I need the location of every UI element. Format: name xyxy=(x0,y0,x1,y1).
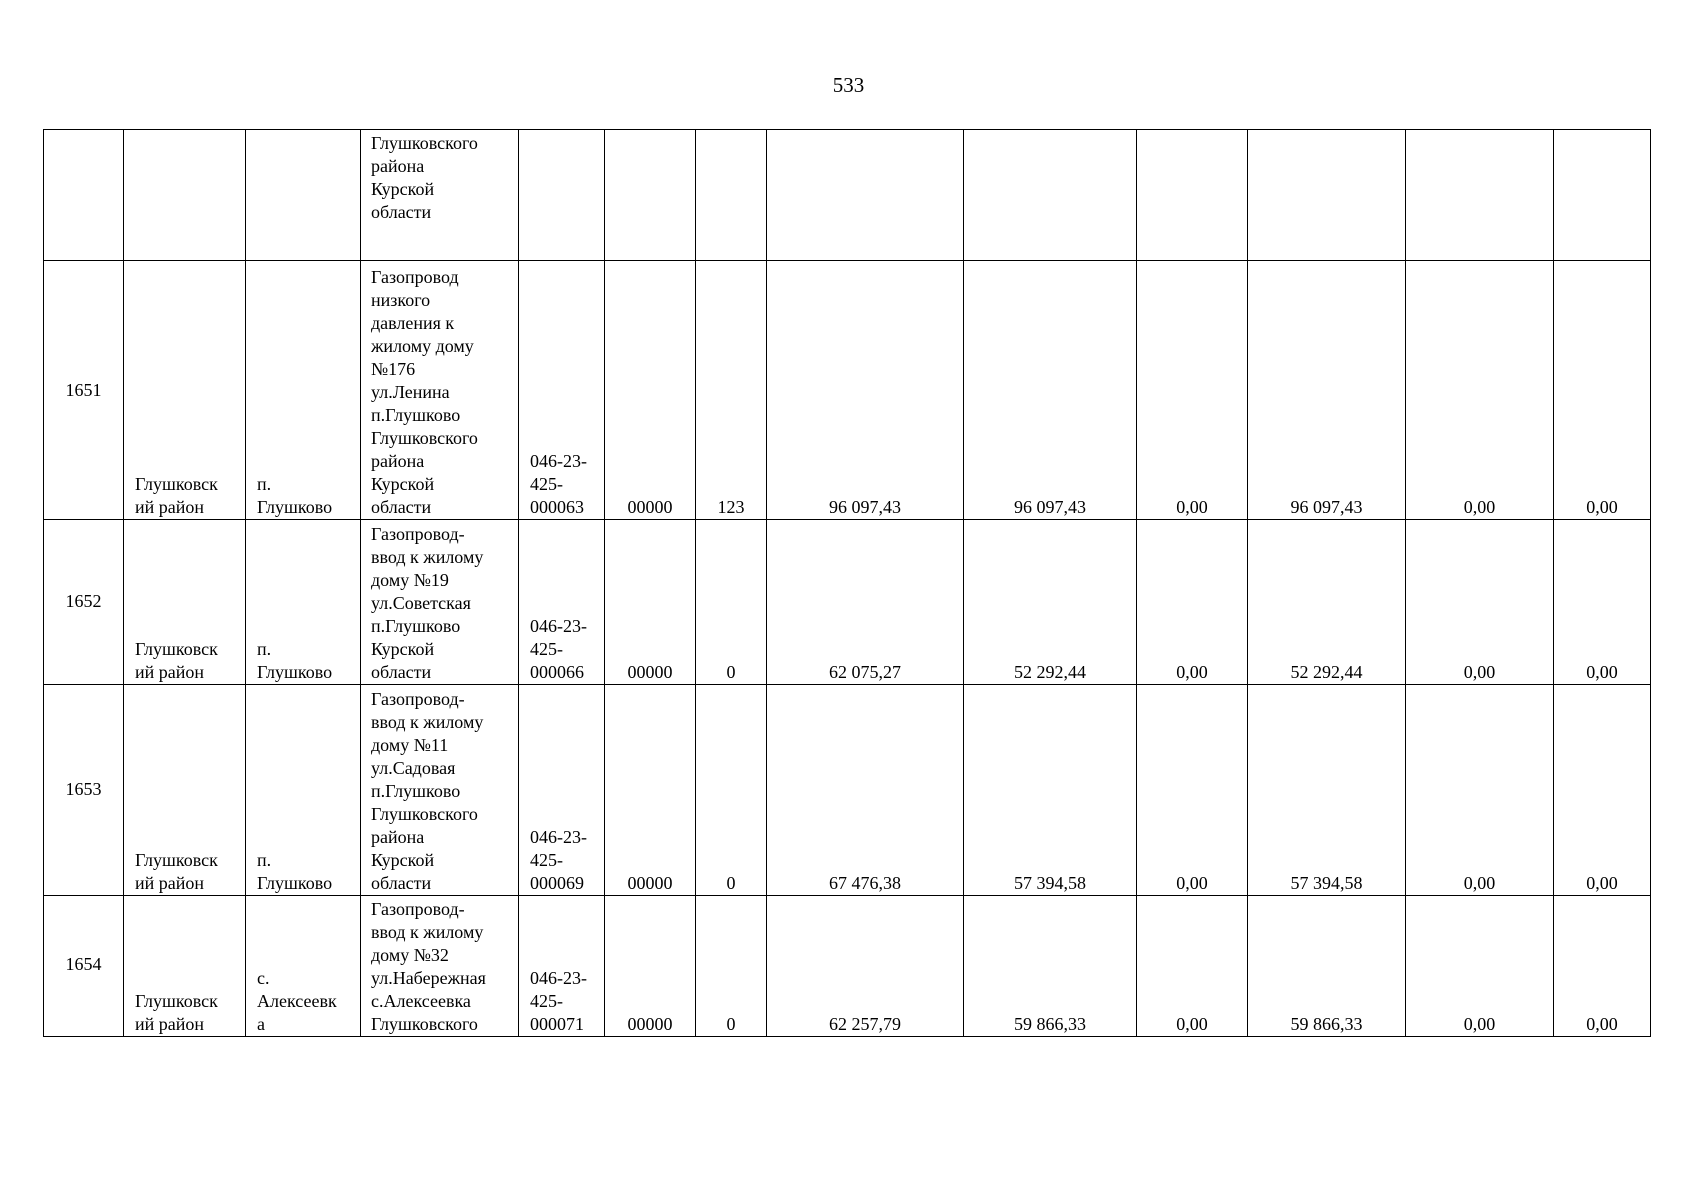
cell-locality: с. Алексеевк а xyxy=(246,896,361,1037)
cell-locality: п. Глушково xyxy=(246,685,361,896)
cell-district: Глушковск ий район xyxy=(124,685,246,896)
cell-object xyxy=(361,130,519,261)
cell-v6: 0,00 xyxy=(1554,896,1651,1037)
table-row xyxy=(44,520,1651,685)
cell-v1: 96 097,43 xyxy=(767,261,964,520)
cell-code: 00000 xyxy=(605,261,696,520)
cell-v2: 52 292,44 xyxy=(964,520,1137,685)
cell-object: Газопровод- ввод к жилому дому №32 ул.Набережная с.Алексеевка Глушковского xyxy=(361,896,519,1037)
cell-length: 123 xyxy=(696,261,767,520)
page-number: 533 xyxy=(832,73,865,97)
cell-v3 xyxy=(1137,130,1248,261)
cell-num xyxy=(44,520,124,685)
cell-reg-number: 046-23- 425- 000066 xyxy=(519,520,605,685)
cell-length: 0 xyxy=(696,896,767,1037)
row-number: 1651 xyxy=(65,380,102,400)
cell-num xyxy=(44,261,124,520)
cell-locality: п. Глушково xyxy=(246,261,361,520)
cell-v5: 0,00 xyxy=(1406,685,1554,896)
row-number: 1652 xyxy=(65,591,102,611)
cell-reg-number xyxy=(519,130,605,261)
cell-object: Газопровод- ввод к жилому дому №19 ул.Советская п.Глушково Курской области xyxy=(361,520,519,685)
table-row-continued xyxy=(44,130,1651,261)
cell-v2: 59 866,33 xyxy=(964,896,1137,1037)
cell-v5: 0,00 xyxy=(1406,896,1554,1037)
row-number: 1653 xyxy=(65,779,102,799)
cell-v4: 96 097,43 xyxy=(1248,261,1406,520)
cell-v1 xyxy=(767,130,964,261)
cell-v5 xyxy=(1406,130,1554,261)
cell-v4: 59 866,33 xyxy=(1248,896,1406,1037)
cell-code: 00000 xyxy=(605,685,696,896)
cell-locality: п. Глушково xyxy=(246,520,361,685)
cell-object: Газопровод- ввод к жилому дому №11 ул.Садовая п.Глушково Глушковского района Курской области xyxy=(361,685,519,896)
cell-v5: 0,00 xyxy=(1406,520,1554,685)
cell-code xyxy=(605,130,696,261)
cell-v4: 57 394,58 xyxy=(1248,685,1406,896)
object-text: Глушковского района Курской области xyxy=(371,133,478,222)
cell-length: 0 xyxy=(696,685,767,896)
cell-v3: 0,00 xyxy=(1137,520,1248,685)
cell-locality xyxy=(246,130,361,261)
cell-v3: 0,00 xyxy=(1137,685,1248,896)
cell-v1: 62 075,27 xyxy=(767,520,964,685)
cell-length xyxy=(696,130,767,261)
cell-v2 xyxy=(964,130,1137,261)
registry-table xyxy=(43,129,1651,1037)
cell-v1: 62 257,79 xyxy=(767,896,964,1037)
cell-v3: 0,00 xyxy=(1137,896,1248,1037)
table-row xyxy=(44,896,1651,1037)
cell-v6 xyxy=(1554,130,1651,261)
cell-object: Газопровод низкого давления к жилому дому №176 ул.Ленина п.Глушково Глушковского района Курской области xyxy=(361,261,519,520)
cell-district xyxy=(124,130,246,261)
cell-v3: 0,00 xyxy=(1137,261,1248,520)
cell-num xyxy=(44,896,124,1037)
cell-reg-number: 046-23- 425- 000063 xyxy=(519,261,605,520)
cell-num xyxy=(44,130,124,261)
cell-num xyxy=(44,685,124,896)
cell-district: Глушковск ий район xyxy=(124,261,246,520)
cell-reg-number: 046-23- 425- 000071 xyxy=(519,896,605,1037)
cell-length: 0 xyxy=(696,520,767,685)
cell-v2: 96 097,43 xyxy=(964,261,1137,520)
cell-v6: 0,00 xyxy=(1554,261,1651,520)
cell-reg-number: 046-23- 425- 000069 xyxy=(519,685,605,896)
cell-code: 00000 xyxy=(605,520,696,685)
table-row xyxy=(44,685,1651,896)
cell-v6: 0,00 xyxy=(1554,685,1651,896)
cell-district: Глушковск ий район xyxy=(124,520,246,685)
cell-v6: 0,00 xyxy=(1554,520,1651,685)
cell-code: 00000 xyxy=(605,896,696,1037)
cell-v5: 0,00 xyxy=(1406,261,1554,520)
cell-v4 xyxy=(1248,130,1406,261)
cell-v4: 52 292,44 xyxy=(1248,520,1406,685)
table-row xyxy=(44,261,1651,520)
cell-district: Глушковск ий район xyxy=(124,896,246,1037)
row-number: 1654 xyxy=(65,954,102,974)
cell-v2: 57 394,58 xyxy=(964,685,1137,896)
cell-v1: 67 476,38 xyxy=(767,685,964,896)
